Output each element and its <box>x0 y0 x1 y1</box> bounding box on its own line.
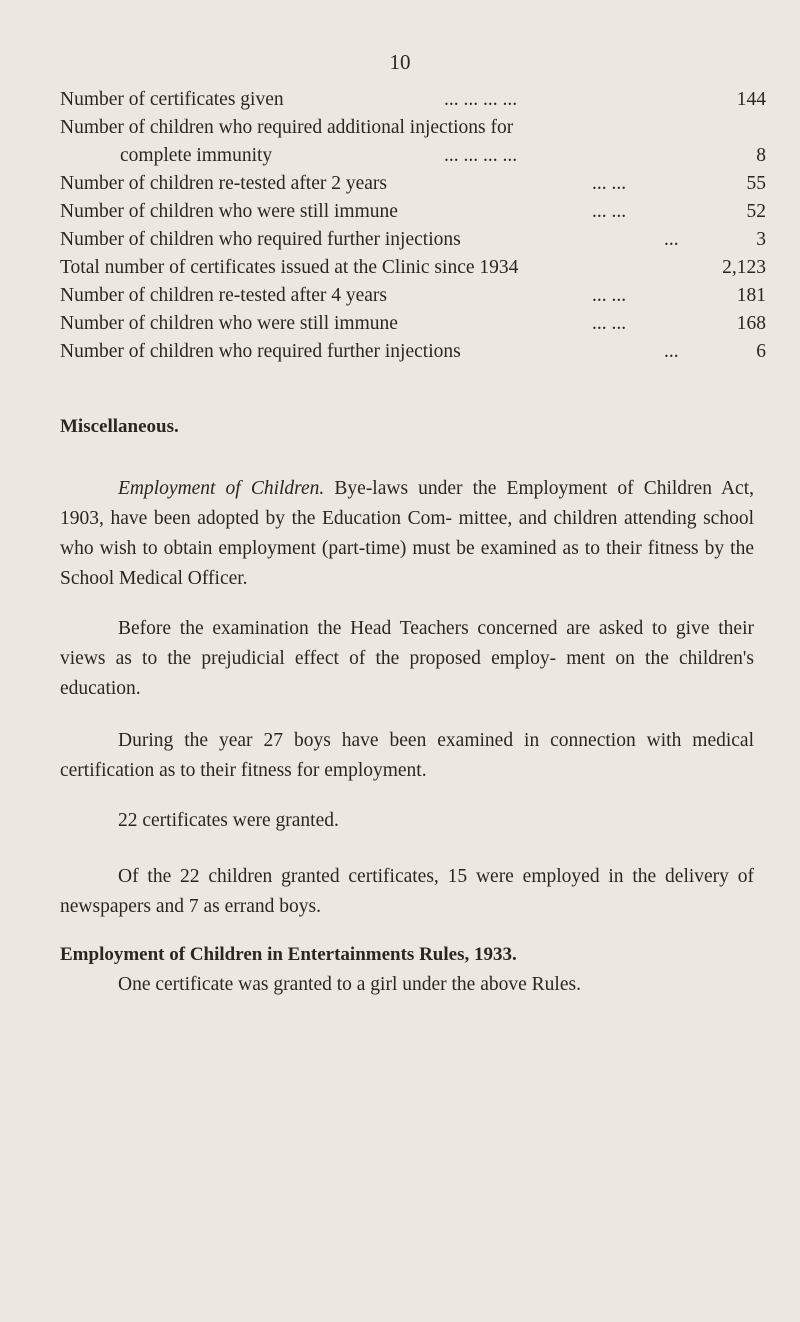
employment-subheading: Employment of Children. <box>118 478 325 499</box>
stat-row <box>60 282 766 310</box>
stat-label: complete immunity <box>120 145 273 166</box>
paragraph-during-year <box>60 726 754 786</box>
stat-row <box>60 142 766 170</box>
stat-row <box>60 114 766 142</box>
page-number: 10 <box>389 50 411 74</box>
stat-label: Number of children who required additional injections for <box>60 117 514 138</box>
stat-row <box>60 226 766 254</box>
leader-dots: ... ... <box>592 313 627 334</box>
stat-label: Number of children who required further injections <box>60 341 461 362</box>
stat-value: 6 <box>756 341 766 362</box>
section-heading-entertainments: Employment of Children in Entertainments Rules, 1933. <box>60 944 517 965</box>
stat-label: Number of children who were still immune <box>60 313 398 334</box>
paragraph-employment-of-children <box>60 474 754 594</box>
leader-dots: ... <box>664 229 679 250</box>
paragraph-certificates-employment <box>60 862 754 922</box>
stat-label: Number of children re-tested after 2 years <box>60 173 388 194</box>
stat-value: 168 <box>736 313 766 334</box>
stat-label: Number of children re-tested after 4 years <box>60 285 388 306</box>
stat-row <box>60 310 766 338</box>
paragraph-before-examination <box>60 614 754 704</box>
certificates-employment-text: Of the 22 children granted certificates, 15 were employed in the delivery of newspapers and 7 as errand boys. <box>60 866 754 917</box>
employment-text: Bye-laws under the Employment of Children Act, 1903, have been adopted by the Education Com- mittee, and children attending school who wish to obtain employment (part-time) must be examined as to their fitness by the School Medical Officer. <box>60 478 754 589</box>
stat-value: 52 <box>746 201 766 222</box>
section-heading-miscellaneous: Miscellaneous. <box>60 416 179 437</box>
stat-label: Number of children who were still immune <box>60 201 398 222</box>
stat-row <box>60 198 766 226</box>
paragraph-entertainments: One certificate was granted to a girl under the above Rules. <box>118 974 581 995</box>
stat-label: Number of children who required further injections <box>60 229 461 250</box>
certificate-statistics <box>60 86 766 366</box>
leader-dots: ... ... ... ... <box>444 145 518 166</box>
leader-dots: ... ... ... ... <box>444 89 518 110</box>
stat-value: 144 <box>736 89 766 110</box>
before-examination-text: Before the examination the Head Teachers concerned are asked to give their views as to the prejudicial effect of the proposed employ- ment on the children's education. <box>60 618 754 699</box>
stat-value: 55 <box>746 173 766 194</box>
leader-dots: ... <box>664 341 679 362</box>
stat-value: 2,123 <box>722 257 766 278</box>
stat-row <box>60 254 766 282</box>
stat-label: Number of certificates given <box>60 89 284 110</box>
stat-value: 8 <box>756 145 766 166</box>
stat-row <box>60 170 766 198</box>
stat-value: 181 <box>736 285 766 306</box>
stat-label: Total number of certificates issued at the Clinic since 1934 <box>60 257 519 278</box>
during-year-text: During the year 27 boys have been examined in connection with medical certification as to their fitness for employment. <box>60 730 754 781</box>
leader-dots: ... ... <box>592 201 627 222</box>
stat-row <box>60 86 766 114</box>
stat-value: 3 <box>756 229 766 250</box>
leader-dots: ... ... <box>592 285 627 306</box>
paragraph-certificates-granted: 22 certificates were granted. <box>118 810 339 831</box>
leader-dots: ... ... <box>592 173 627 194</box>
stat-row <box>60 338 766 366</box>
